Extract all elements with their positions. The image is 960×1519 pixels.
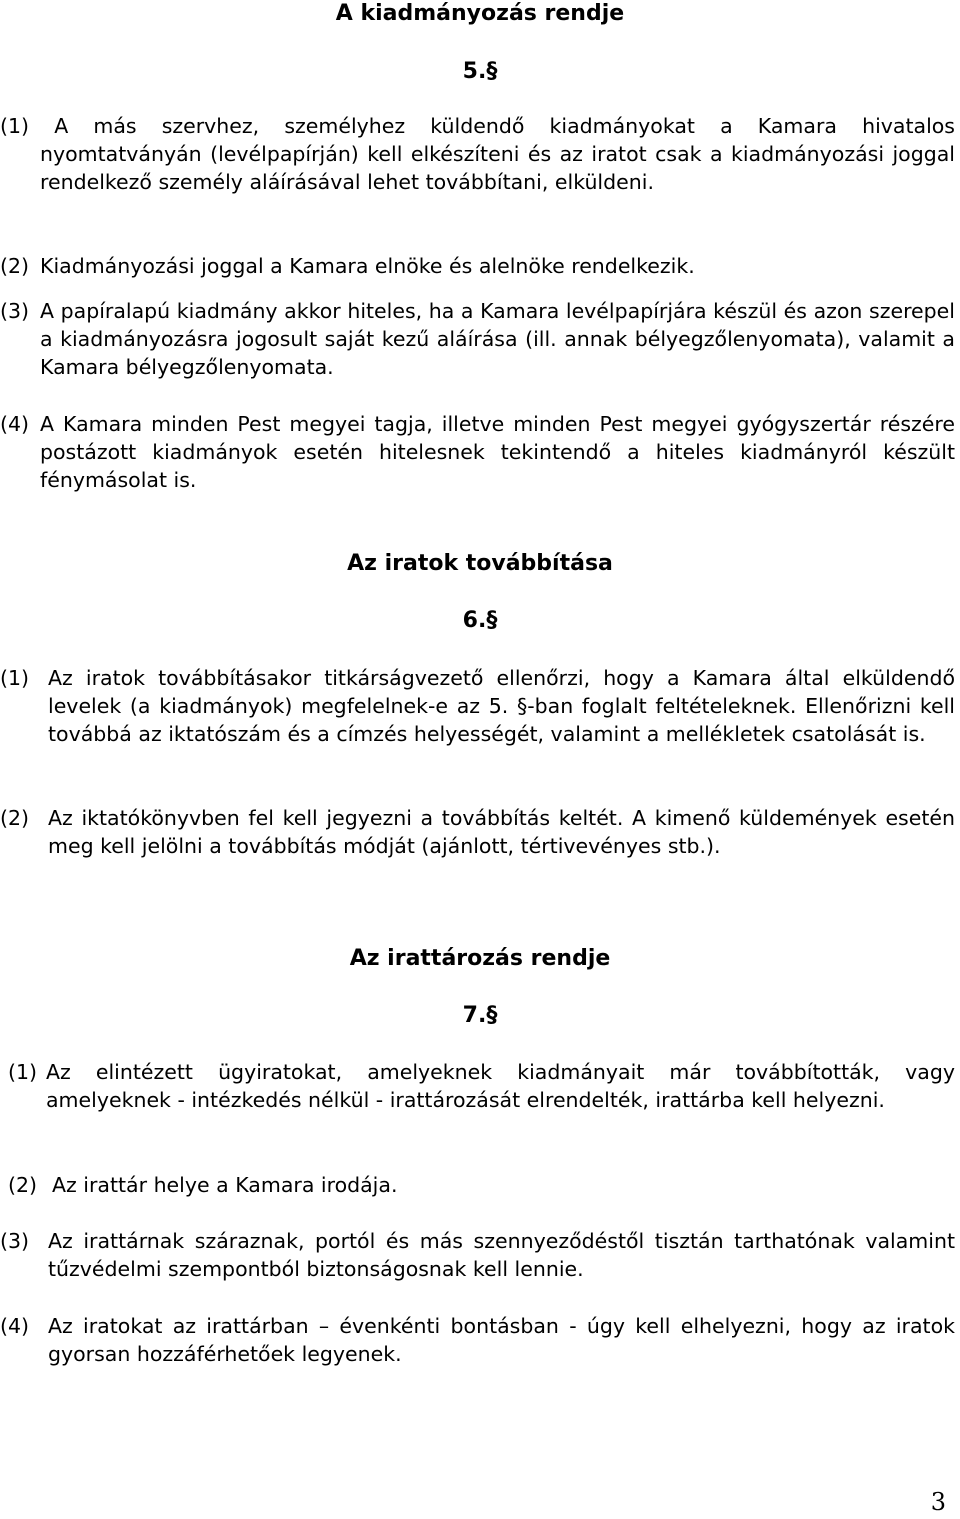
paragraph-7-4 bbox=[0, 1312, 955, 1368]
paragraph-text: Az iratokat az irattárban – évenkénti bontásban - úgy kell elhelyezni, hogy az iratok gyorsan hozzáférhetőek legyenek. bbox=[48, 1314, 955, 1366]
paragraph-text: Az irattárnak száraznak, portól és más szennyeződéstől tisztán tarthatónak valamint tűzvédelmi szempontból biztonságosnak kell lennie. bbox=[48, 1229, 955, 1281]
paragraph-text: A papíralapú kiadmány akkor hiteles, ha a Kamara levélpapírjára készül és azon szerepel a kiadmányozásra jogosult saját kezű aláírása (ill. annak bélyegzőlenyomata), valamit a Kamara bélyegzőlenyomata. bbox=[40, 299, 955, 379]
section-number-6: 6.§ bbox=[462, 608, 498, 633]
paragraph-7-2 bbox=[8, 1171, 955, 1199]
paragraph-number: (1) bbox=[8, 1060, 38, 1084]
paragraph-number: (1) bbox=[0, 666, 30, 690]
paragraph-text: Kiadmányozási joggal a Kamara elnöke és alelnöke rendelkezik. bbox=[40, 254, 695, 278]
paragraph-number: (4) bbox=[0, 412, 30, 436]
paragraph-7-1 bbox=[8, 1058, 955, 1114]
paragraph-number: (3) bbox=[0, 299, 30, 323]
paragraph-number: (2) bbox=[0, 806, 30, 830]
paragraph-text: A Kamara minden Pest megyei tagja, illetve minden Pest megyei gyógyszertár részére postázott kiadmányok esetén hitelesnek tekintendő a hiteles kiadmányról készült fénymásolat is. bbox=[40, 412, 955, 492]
paragraph-5-2 bbox=[0, 252, 955, 280]
page-number: 3 bbox=[930, 1488, 946, 1516]
paragraph-number: (4) bbox=[0, 1314, 30, 1338]
paragraph-number: (3) bbox=[0, 1229, 30, 1253]
paragraph-text: Az iktatókönyvben fel kell jegyezni a továbbítás keltét. A kimenő küldemények esetén meg kell jelölni a továbbítás módját (ajánlott, tértivevényes stb.). bbox=[48, 806, 955, 858]
section-title-kiadmanyozas: A kiadmányozás rendje bbox=[335, 1, 625, 26]
section-title-irattarozas: Az irattározás rendje bbox=[349, 946, 611, 971]
section-number-5: 5.§ bbox=[462, 59, 498, 84]
section-number-7: 7.§ bbox=[462, 1003, 498, 1028]
paragraph-6-2 bbox=[0, 804, 955, 860]
paragraph-text: A más szervhez, személyhez küldendő kiadmányokat a Kamara hivatalos nyomtatványán (levélpapírján) kell elkészíteni és az iratot csak a kiadmányozási joggal rendelkező személy aláírásával lehet továbbítani, elküldeni. bbox=[40, 114, 955, 194]
paragraph-text: Az elintézett ügyiratokat, amelyeknek kiadmányait már továbbították, vagy amelyeknek - intézkedés nélkül - irattározását elrendelték, irattárba kell helyezni. bbox=[46, 1060, 955, 1112]
paragraph-5-4 bbox=[0, 410, 955, 494]
paragraph-number: (2) bbox=[8, 1173, 38, 1197]
paragraph-6-1 bbox=[0, 664, 955, 748]
paragraph-text: Az iratok továbbításakor titkárságvezető ellenőrzi, hogy a Kamara által elküldendő levelek (a kiadmányok) megfelelnek-e az 5. §-ban foglalt feltételeknek. Ellenőrizni kell továbbá az iktatószám és a címzés helyességét, valamint a mellékletek csatolását is. bbox=[48, 666, 955, 746]
paragraph-7-3 bbox=[0, 1227, 955, 1283]
paragraph-5-3 bbox=[0, 297, 955, 381]
paragraph-number: (2) bbox=[0, 254, 30, 278]
section-title-iratok-tovabbitasa: Az iratok továbbítása bbox=[347, 551, 613, 576]
paragraph-number: (1) bbox=[0, 114, 30, 138]
paragraph-text: Az irattár helye a Kamara irodája. bbox=[52, 1173, 398, 1197]
paragraph-5-1 bbox=[0, 112, 955, 196]
